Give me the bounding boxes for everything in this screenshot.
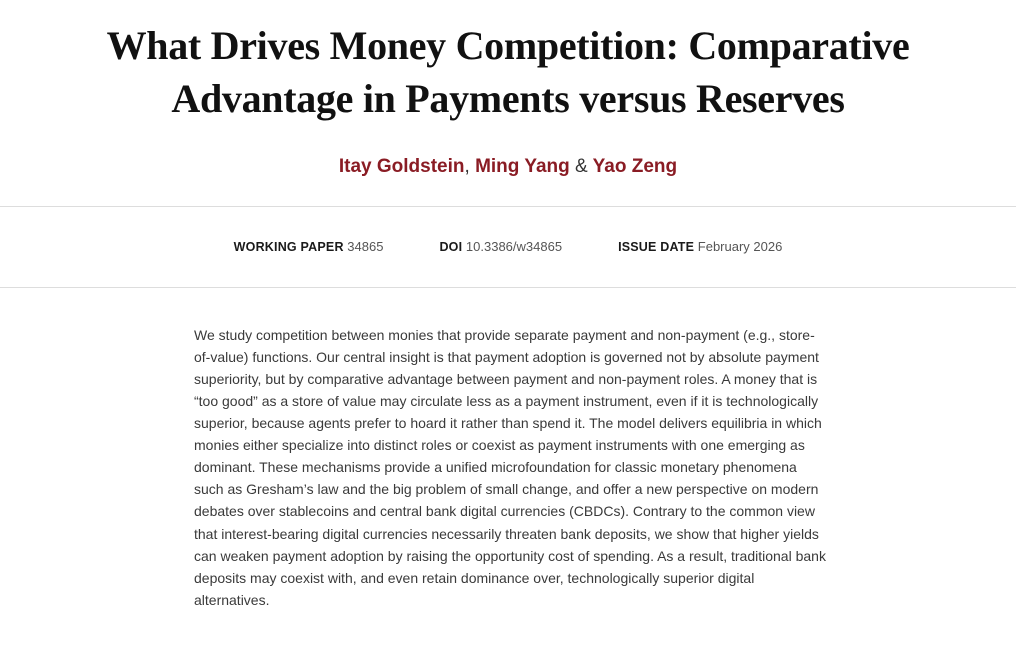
paper-page xyxy=(0,20,1016,611)
metadata-doi xyxy=(439,239,562,254)
author-link-3[interactable]: Yao Zeng xyxy=(592,155,678,177)
author-conjunction: & xyxy=(575,155,588,177)
metadata-doi-value[interactable]: 10.3386/w34865 xyxy=(465,239,563,255)
author-link-1[interactable]: Itay Goldstein xyxy=(338,155,465,177)
metadata-working-paper xyxy=(234,239,384,254)
abstract-text: We study competition between monies that provide separate payment and non-payment (e.g., store-of-value) functions. Our central insight is that payment adoption is governed not by absolute payment superiority, but by comparative advantage between payment and non-payment roles. A money that is “too good” as a store of value may circulate less as a payment instrument, even if it is technologically superior, because agents prefer to hoard it rather than spend it. The model delivers equilibria in which monies either specialize into distinct roles or coexist as payment instruments with one emerging as dominant. These mechanisms provide a unified microfoundation for classic monetary phenomena such as Gresham’s law and the big problem of small change, and offer a new perspective on modern debates over stablecoins and central bank digital currencies (CBDCs). Contrary to the common view that interest-bearing digital currencies necessarily threaten bank deposits, we show that higher yields can weaken payment adoption by raising the opportunity cost of spending. As a result, traditional bank deposits may coexist with, and even retain dominance over, technologically superior digital alternatives. xyxy=(194,326,826,608)
metadata-issue-date-value: February 2026 xyxy=(697,239,783,255)
author-separator-1: , xyxy=(464,155,470,177)
metadata-working-paper-label: WORKING PAPER xyxy=(233,240,344,255)
metadata-issue-date-label: ISSUE DATE xyxy=(618,240,695,255)
metadata-working-paper-value: 34865 xyxy=(347,239,384,255)
metadata-doi-label: DOI xyxy=(439,240,463,255)
paper-metadata-bar xyxy=(0,206,1016,288)
page-title: What Drives Money Competition: Comparative Advantage in Payments versus Reserves xyxy=(106,23,910,121)
author-list xyxy=(0,156,1016,178)
metadata-issue-date xyxy=(618,239,782,254)
paper-metadata-inner xyxy=(234,239,783,254)
author-link-2[interactable]: Ming Yang xyxy=(475,155,570,177)
